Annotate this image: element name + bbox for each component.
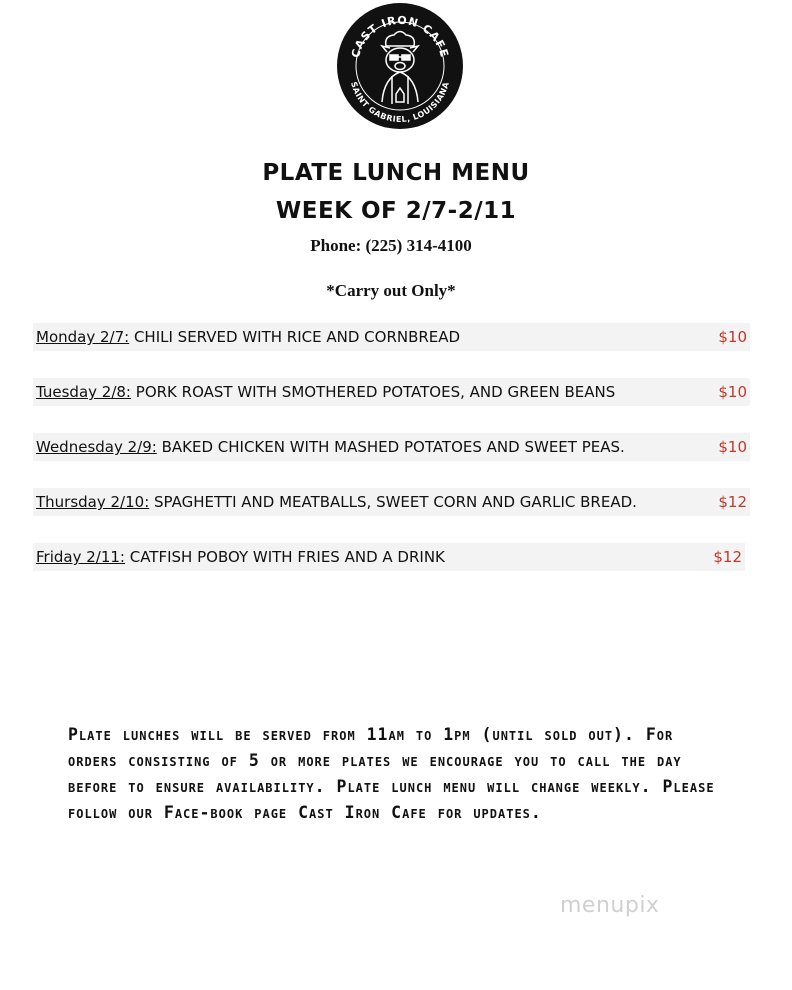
menu-dish: BAKED CHICKEN WITH MASHED POTATOES AND SWEET PEAS. [156, 438, 625, 456]
menu-item [33, 543, 745, 571]
menu-day: Monday 2/7: [36, 328, 130, 346]
menu-price: $12 [713, 548, 742, 566]
menu-price: $10 [718, 383, 747, 401]
cast-iron-cafe-logo [336, 2, 464, 130]
menu-dish: SPAGHETTI AND MEATBALLS, SWEET CORN AND GARLIC BREAD. [149, 493, 637, 511]
logo-badge [336, 2, 464, 130]
menu-item [33, 323, 750, 351]
menu-item [33, 378, 750, 406]
menu-item [33, 488, 750, 516]
menu-day: Wednesday 2/9: [36, 438, 157, 456]
menu-day: Thursday 2/10: [36, 493, 150, 511]
menu-week: WEEK OF 2/7-2/11 [275, 198, 517, 224]
menu-title: PLATE LUNCH MENU [262, 160, 530, 186]
phone-number: Phone: (225) 314-4100 [310, 236, 472, 255]
logo-top-text: CAST IRON CAFE [348, 13, 452, 60]
menu-price: $10 [718, 328, 747, 346]
menu-dish: CATFISH POBOY WITH FRIES AND A DRINK [124, 548, 445, 566]
menu-price: $12 [718, 493, 747, 511]
menu-day: Friday 2/11: [36, 548, 125, 566]
ordering-notice: Plate lunches will be served from 11am to 1pm (until sold out). For orders consisting of 5 or more plates we encourage you to call the day before to ensure availability. Plate lunch menu will change weekly. Please follow our Face-book page Cast Iron Cafe for updates. [68, 725, 715, 822]
menu-dish: CHILI SERVED WITH RICE AND CORNBREAD [129, 328, 461, 346]
menu-item [33, 433, 750, 461]
menu-dish: PORK ROAST WITH SMOTHERED POTATOES, AND GREEN BEANS [131, 383, 616, 401]
logo-bottom-text: SAINT GABRIEL, LOUISIANA [349, 80, 451, 125]
menu-day: Tuesday 2/8: [36, 383, 131, 401]
carry-out-note: *Carry out Only* [326, 281, 456, 300]
menu-price: $10 [718, 438, 747, 456]
menupix-watermark: menupix [560, 893, 660, 918]
